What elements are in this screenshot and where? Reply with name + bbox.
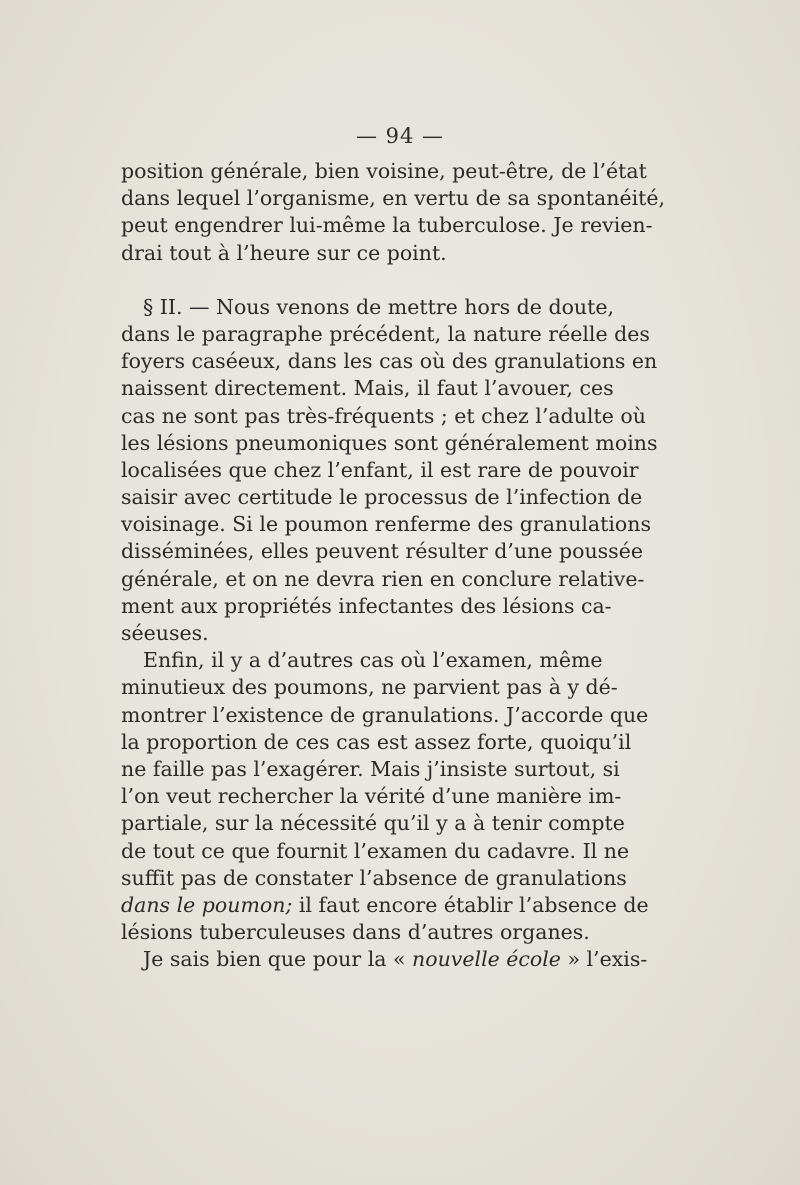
text-line: la proportion de ces cas est assez forte, quoiqu’il [121,729,632,754]
text-run: » l’exis- [560,947,648,972]
text-line: voisinage. Si le poumon renferme des granulations [121,512,651,537]
text-line [121,892,649,919]
text-line: dans le paragraphe précédent, la nature réelle des [121,321,650,346]
text-line: générale, et on ne devra rien en conclure relative- [121,566,645,591]
text-line: lésions tuberculeuses dans d’autres organes. [121,920,590,945]
text-line: foyers caséeux, dans les cas où des granulations en [121,349,658,374]
page-number: — 94 — [355,124,445,148]
text-run: il faut encore établir l’absence de [292,892,649,917]
italic-phrase: dans le poumon; [121,892,293,917]
body-text [121,158,666,973]
text-line: peut engendrer lui-même la tuberculose. Je revien- [121,213,653,238]
text-line: cas ne sont pas très-fréquents ; et chez l’adulte où [121,403,646,428]
paragraph-start-line [121,946,648,973]
text-line: les lésions pneumoniques sont généralement moins [121,430,658,455]
text-line: minutieux des poumons, ne parvient pas à y dé- [121,675,618,700]
paragraph-start-line: Enfin, il y a d’autres cas où l’examen, même [143,648,603,673]
text-line: montrer l’existence de granulations. J’accorde que [121,702,649,727]
text-line: dans lequel l’organisme, en vertu de sa spontanéité, [121,186,666,211]
text-line: ment aux propriétés infectantes des lésions ca- [121,593,612,618]
text-line: drai tout à l’heure sur ce point. [121,240,447,265]
text-line: disséminées, elles peuvent résulter d’une poussée [121,539,643,564]
text-line: naissent directement. Mais, il faut l’avouer, ces [121,376,614,401]
text-line: partiale, sur la nécessité qu’il y a à tenir compte [121,811,625,836]
text-line: suffit pas de constater l’absence de granulations [121,865,627,890]
text-line: saisir avec certitude le processus de l’infection de [121,485,643,510]
paragraph-gap [121,267,601,294]
text-line: séeuses. [121,621,209,645]
section-heading-line: § II. — Nous venons de mettre hors de doute, [143,294,614,319]
text-line: l’on veut rechercher la vérité d’une manière im- [121,784,622,809]
text-line: de tout ce que fournit l’examen du cadavre. Il ne [121,838,630,863]
italic-phrase: nouvelle école [412,947,561,972]
text-line: localisées que chez l’enfant, il est rare de pouvoir [121,457,639,482]
text-run: Je sais bien que pour la « [143,947,413,972]
text-line: ne faille pas l’exagérer. Mais j’insiste surtout, si [121,756,620,781]
text-line: position générale, bien voisine, peut-être, de l’état [121,159,647,183]
